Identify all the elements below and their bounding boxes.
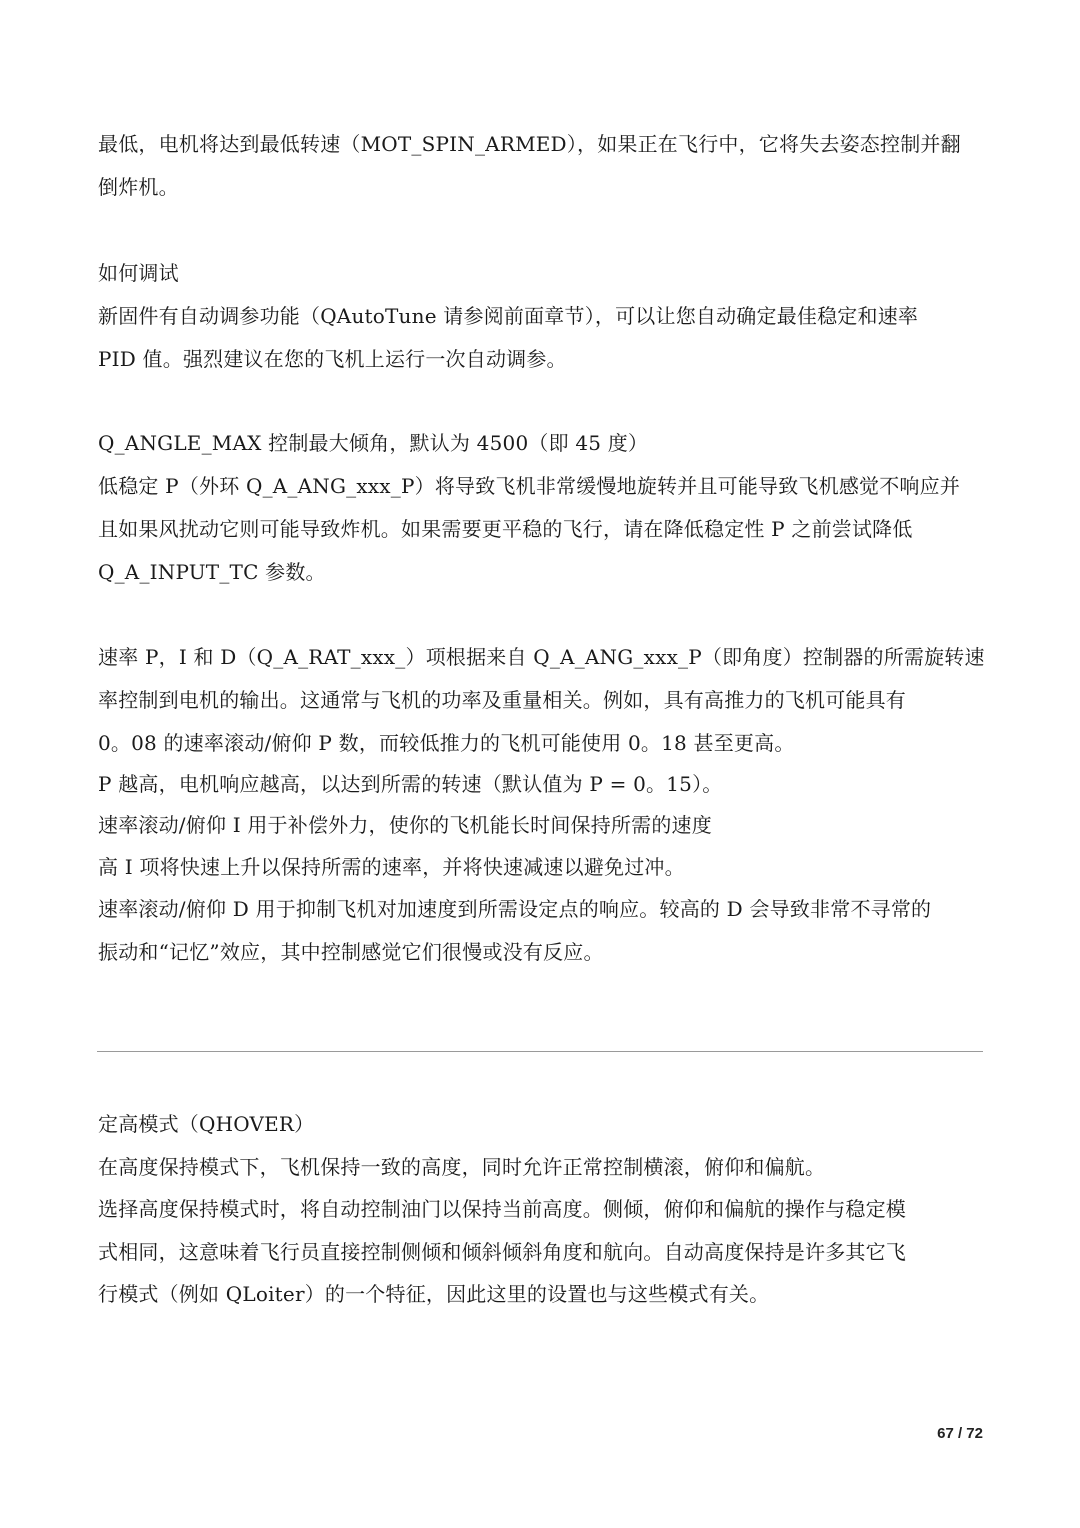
angle-max-line-3: 且如果风扰动它则可能导致炸机。如果需要更平稳的飞行，请在降低稳定性 P 之前尝试降低: [98, 517, 913, 541]
rate-pid-line-4: P 越高，电机响应越高，以达到所需的转速（默认值为 P = 0。15）。: [98, 772, 723, 796]
how-to-tune-line-1: 新固件有自动调参功能（QAutoTune 请参阅前面章节），可以让您自动确定最佳稳定和速率: [98, 304, 919, 328]
angle-max-line-2: 低稳定 P（外环 Q_A_ANG_xxx_P）将导致飞机非常缓慢地旋转并且可能导致飞机感觉不响应并: [98, 474, 961, 498]
qhover-line-2: 选择高度保持模式时，将自动控制油门以保持当前高度。侧倾，俯仰和偏航的操作与稳定模: [98, 1197, 906, 1221]
qhover-line-1: 在高度保持模式下，飞机保持一致的高度，同时允许正常控制横滚，俯仰和偏航。: [98, 1155, 826, 1179]
page-number: 67 / 72: [937, 1425, 983, 1442]
angle-max-line-1: Q_ANGLE_MAX 控制最大倾角，默认为 4500（即 45 度）: [98, 431, 649, 455]
how-to-tune-heading: 如何调试: [98, 261, 179, 285]
section-divider: [97, 1051, 983, 1052]
rate-pid-line-1: 速率 P，I 和 D（Q_A_RAT_xxx_）项根据来自 Q_A_ANG_xxx_P（即角度）控制器的所需旋转速: [98, 645, 985, 669]
qhover-line-3: 式相同，这意味着飞行员直接控制侧倾和倾斜倾斜角度和航向。自动高度保持是许多其它飞: [98, 1240, 906, 1264]
angle-max-line-4: Q_A_INPUT_TC 参数。: [98, 560, 326, 584]
rate-pid-line-6: 高 I 项将快速上升以保持所需的速率，并将快速减速以避免过冲。: [98, 855, 685, 879]
rate-pid-line-3: 0。08 的速率滚动/俯仰 P 数，而较低推力的飞机可能使用 0。18 甚至更高。: [98, 731, 795, 755]
rate-pid-line-5: 速率滚动/俯仰 I 用于补偿外力，使你的飞机能长时间保持所需的速度: [98, 813, 712, 837]
intro-line-1: 最低，电机将达到最低转速（MOT_SPIN_ARMED），如果正在飞行中，它将失去姿态控制并翻: [98, 132, 961, 156]
qhover-line-4: 行模式（例如 QLoiter）的一个特征，因此这里的设置也与这些模式有关。: [98, 1282, 770, 1306]
how-to-tune-line-2: PID 值。强烈建议在您的飞机上运行一次自动调参。: [98, 347, 567, 371]
qhover-heading: 定高模式（QHOVER）: [98, 1112, 315, 1136]
rate-pid-line-2: 率控制到电机的输出。这通常与飞机的功率及重量相关。例如，具有高推力的飞机可能具有: [98, 688, 906, 712]
intro-line-2: 倒炸机。: [98, 175, 179, 199]
rate-pid-line-7: 速率滚动/俯仰 D 用于抑制飞机对加速度到所需设定点的响应。较高的 D 会导致非常不寻常的: [98, 897, 932, 921]
rate-pid-line-8: 振动和“记忆”效应，其中控制感觉它们很慢或没有反应。: [98, 940, 604, 964]
